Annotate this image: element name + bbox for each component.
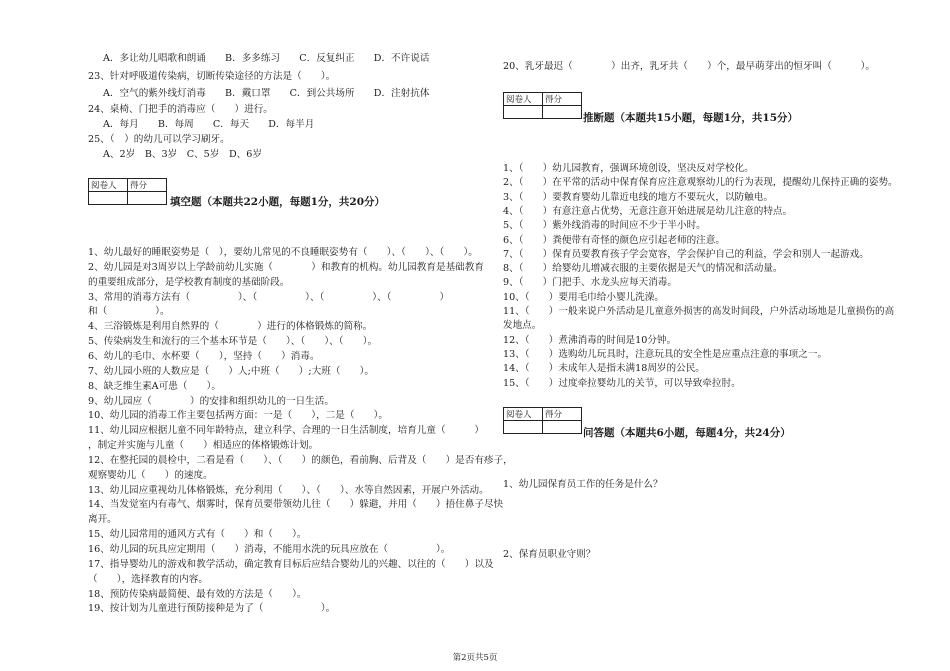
fill-question-line: 18、预防传染病最简便、最有效的方法是（ ）。 bbox=[88, 588, 307, 600]
judge-question-line: 3、（ ）要教育婴幼儿靠近电线的地方不要玩火，以防触电。 bbox=[503, 191, 773, 203]
score-cell[interactable] bbox=[543, 421, 582, 434]
option-line-25: A、2岁 B、3岁 C、5岁 D、6岁 bbox=[103, 149, 262, 160]
question-24: 24、桌椅、门把手的消毒应（ ）进行。 bbox=[88, 104, 273, 115]
judge-question-line: 9、（ ）门把手、水龙头应每天消毒。 bbox=[503, 277, 677, 289]
fill-question-line: 9、幼儿园应（ ）的安排和组织幼儿的一日生活。 bbox=[88, 395, 334, 407]
page-footer: 第2页共5页 bbox=[452, 653, 498, 663]
judge-question-line: 10、（ ）要用毛巾给小婴儿洗澡。 bbox=[503, 291, 664, 303]
question-23: 23、针对呼吸道传染病，切断传染途径的方法是（ ）。 bbox=[88, 71, 336, 82]
fill-question-line: 15、幼儿园常用的通风方式有（ ）和（ ）。 bbox=[88, 529, 307, 541]
score-box-judge bbox=[503, 92, 582, 119]
fill-question-line: 13、幼儿园应重视幼儿体格锻炼，充分利用（ ）、（ ）、水等自然因素，开展户外活动。 bbox=[88, 484, 489, 496]
judge-question-line: 发地点。 bbox=[503, 320, 542, 332]
option-line-24: A．每月 B．每周 C．每天 D．每半月 bbox=[103, 119, 315, 130]
fill-question-line: 11、幼儿园应根据儿童不同年龄特点，建立科学、合理的一日生活制度，培育儿童（ ） bbox=[88, 425, 484, 437]
score-cell[interactable] bbox=[543, 106, 582, 119]
judge-question-line: 12、（ ）煮沸消毒的时间是10分钟。 bbox=[503, 334, 677, 346]
judge-question-line: 4、（ ）有意注意占优势，无意注意开始进展是幼儿注意的特点。 bbox=[503, 205, 793, 217]
judge-question-line: 13、（ ）选购幼儿玩具时，注意玩具的安全性是应重点注意的事项之一。 bbox=[503, 348, 828, 360]
judge-question-line: 2、（ ）在平常的活动中保育保育应注意观察幼儿的行为表现，提醒幼儿保持正确的姿势。 bbox=[503, 177, 898, 189]
fill-question-line: 12、在整托园的晨检中，二看是看（ ）、（ ）的颜色，看前胸、后背及（ ）是否有疹子， bbox=[88, 454, 513, 466]
qa-question-2: 2、保育员职业守则？ bbox=[503, 549, 596, 560]
score-label: 得分 bbox=[128, 179, 167, 192]
reviewer-label: 阅卷人 bbox=[504, 93, 543, 106]
fill-question-line: 8、缺乏维生素A可患（ ）。 bbox=[88, 380, 221, 392]
fill-question-line: ，制定并实施与儿童（ ）相适应的体格锻炼计划。 bbox=[88, 440, 319, 452]
score-label: 得分 bbox=[543, 408, 582, 421]
option-line-23: A．空气的紫外线灯消毒 B．戴口罩 C．到公共场所 D．注射抗体 bbox=[103, 88, 430, 99]
judge-question-line: 15、（ ）过度牵拉婴幼儿的关节，可以导致牵拉肘。 bbox=[503, 377, 741, 389]
score-box-qa bbox=[503, 407, 582, 434]
judge-question-line: 14、（ ）未成年人是指未满18周岁的公民。 bbox=[503, 363, 705, 375]
fill-section-title: 填空题（本题共22小题，每题1分，共20分） bbox=[170, 196, 386, 208]
judge-question-line: 8、（ ）给婴幼儿增减衣服的主要依据是天气的情况和活动量。 bbox=[503, 263, 783, 275]
fill-question-line: 14、当发觉室内有毒气、烟雾时，保育员要带领幼儿往（ ）躲避，并用（ ）捂住鼻子尽快 bbox=[88, 499, 504, 511]
question-25: 25、（ ）的幼儿可以学习刷牙。 bbox=[88, 134, 230, 145]
fill-question-line: （ ），选择教育的内容。 bbox=[88, 573, 208, 585]
reviewer-label: 阅卷人 bbox=[504, 408, 543, 421]
fill-question-line: 观察婴幼儿（ ）的速度。 bbox=[88, 469, 213, 481]
judge-question-line: 1、（ ）幼儿园教育，强调环境创设，坚决反对学校化。 bbox=[503, 163, 754, 174]
qa-section-title: 问答题（本题共6小题，每题4分，共24分） bbox=[583, 427, 791, 439]
reviewer-cell[interactable] bbox=[504, 421, 543, 434]
fill-question-line: 1、幼儿最好的睡眠姿势是（ ），要幼儿常见的不良睡眠姿势有（ ）、（ ）、（ ）。 bbox=[88, 247, 478, 258]
fill-question-line: 7、幼儿园小班的人数应是（ ）人;中班（ ）;大班（ ）。 bbox=[88, 365, 374, 377]
fill-question-line: 3、常用的消毒方法有（ ）、（ ）、（ ）、（ ） bbox=[88, 291, 450, 303]
fill-question-line: 5、传染病发生和流行的三个基本环节是（ ）、（ ）、（ ）。 bbox=[88, 336, 378, 348]
option-line-22: A．多让幼儿唱歌和朗诵 B．多多练习 C．反复纠正 D．不许说话 bbox=[103, 53, 430, 64]
question-20: 20、乳牙最迟（ ）出齐，乳牙共（ ）个，最早萌芽出的恒牙叫（ ）。 bbox=[503, 61, 875, 72]
judge-question-line: 5、（ ）紫外线消毒的时间应不少于半小时。 bbox=[503, 220, 706, 232]
fill-question-line: 离开。 bbox=[88, 514, 117, 526]
reviewer-label: 阅卷人 bbox=[89, 179, 128, 192]
fill-question-line: 和（ ）。 bbox=[88, 306, 170, 318]
fill-question-line: 4、三浴锻炼是利用自然界的（ ）进行的体格锻炼的简称。 bbox=[88, 321, 373, 333]
score-box-fill bbox=[88, 178, 167, 205]
fill-question-line: 17、指导婴幼儿的游戏和教学活动，确定教育目标后应结合婴幼儿的兴趣、以往的（ ）以及 bbox=[88, 558, 494, 570]
judge-question-line: 6、（ ）粪便带有奇怪的颜色应引起老师的注意。 bbox=[503, 234, 725, 246]
reviewer-cell[interactable] bbox=[504, 106, 543, 119]
reviewer-cell[interactable] bbox=[89, 192, 128, 205]
fill-question-line: 6、幼儿的毛巾、水杯要（ ），坚持（ ）消毒。 bbox=[88, 350, 320, 362]
fill-question-line: 19、按计划为儿童进行预防接种是为了（ ）。 bbox=[88, 603, 336, 615]
fill-question-line: 10、幼儿园的消毒工作主要包括两方面：一是（ ），二是（ ）。 bbox=[88, 410, 389, 422]
judge-section-title: 推断题（本题共15小题，每题1分，共15分） bbox=[583, 112, 799, 124]
qa-question-1: 1、幼儿园保育员工作的任务是什么？ bbox=[503, 479, 663, 490]
fill-question-line: 16、幼儿园的玩具应定期用（ ）消毒，不能用水洗的玩具应放在（ ）。 bbox=[88, 544, 451, 555]
score-label: 得分 bbox=[543, 93, 582, 106]
fill-question-line: 的重要组成部分，是学校教育制度的基础阶段。 bbox=[88, 276, 290, 288]
fill-question-line: 2、幼儿园是对3周岁以上学龄前幼儿实施（ ）和教育的机构。幼儿园教育是基础教育 bbox=[88, 261, 484, 273]
score-cell[interactable] bbox=[128, 192, 167, 205]
judge-question-line: 11、（ ）一般来说户外活动是儿童意外损害的高发时间段，户外活动场地是儿童损伤的高 bbox=[503, 306, 895, 317]
judge-question-line: 7、（ ）保育员要教育孩子学会宽容，学会保护自己的利益，学会和别人一起游戏。 bbox=[503, 248, 869, 260]
